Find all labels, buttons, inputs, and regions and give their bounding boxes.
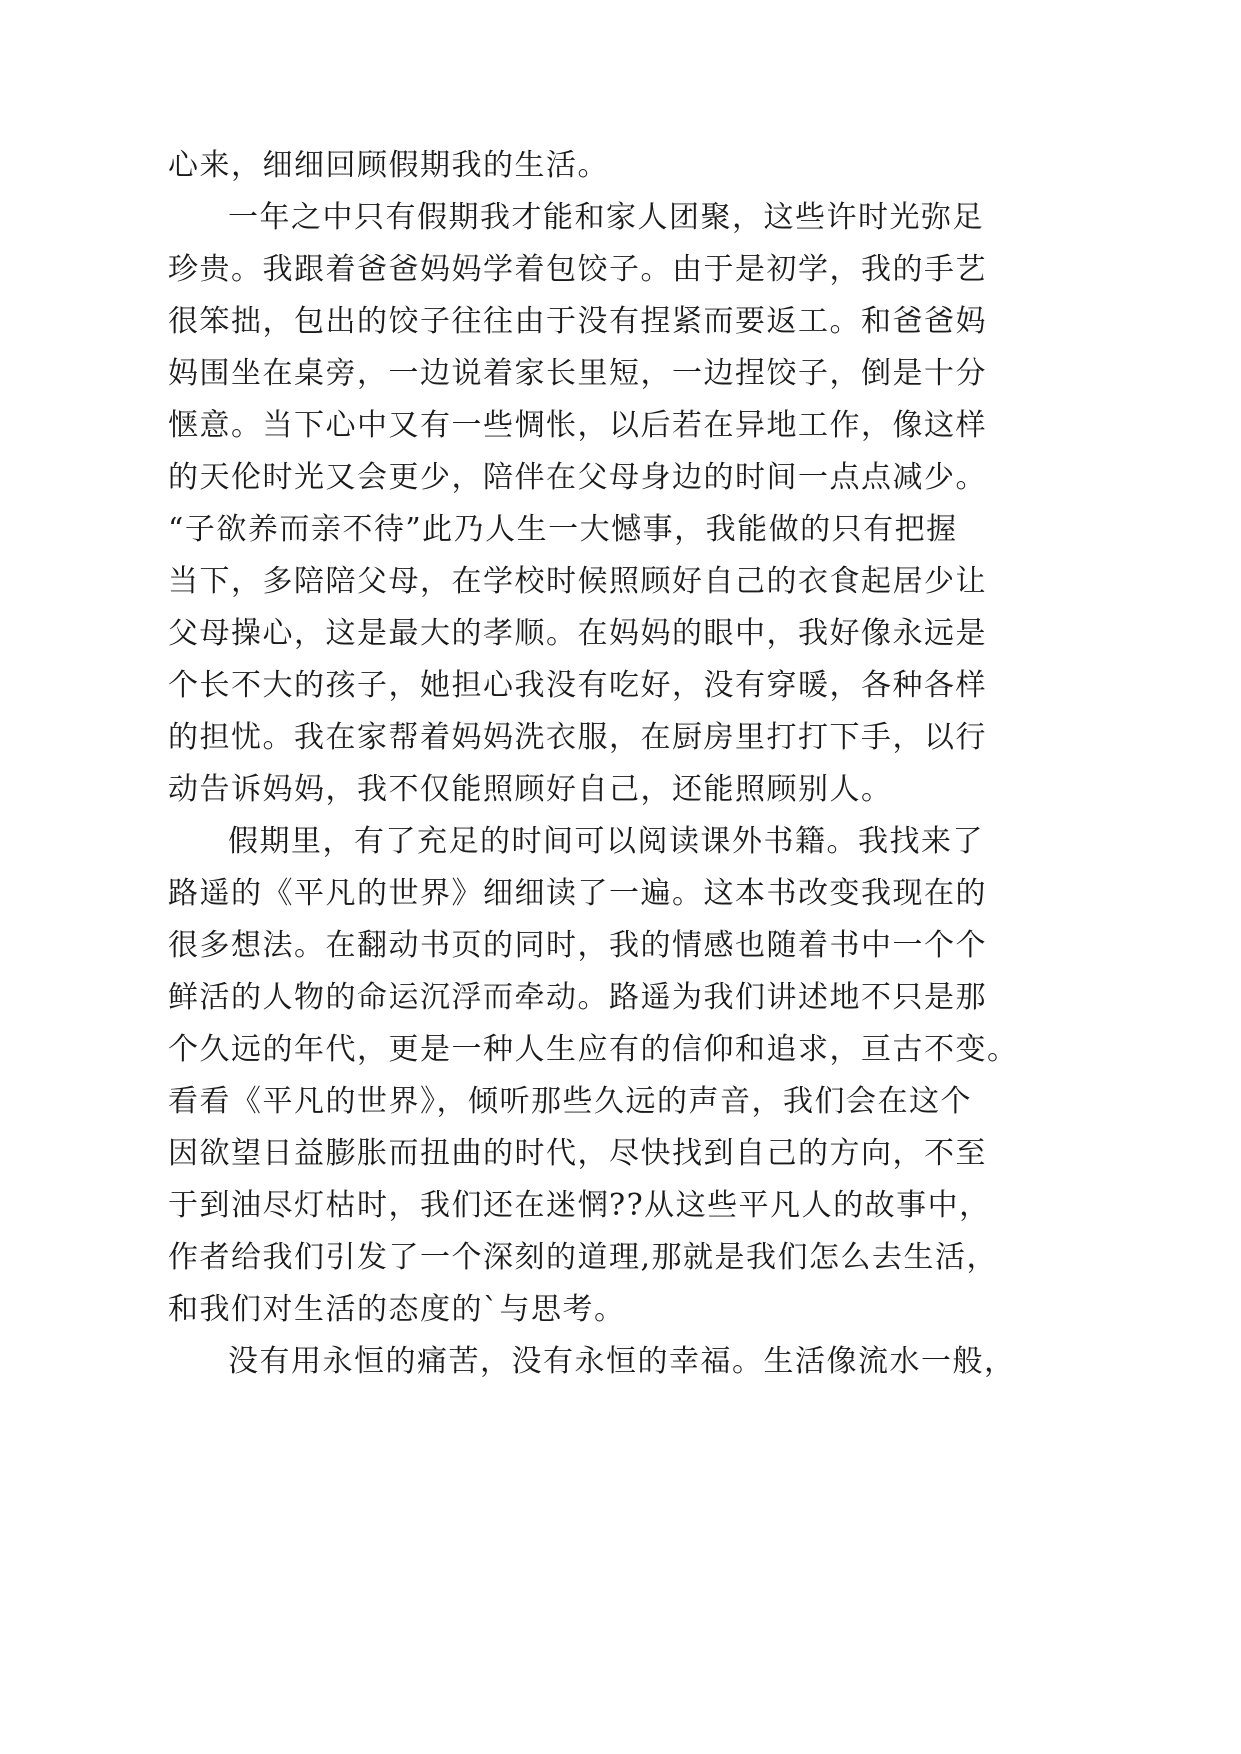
- text-line: 的担忧。我在家帮着妈妈洗衣服，在厨房里打打下手，以行: [168, 720, 987, 755]
- text-line: 鲜活的人物的命运沉浮而牵动。路遥为我们讲述地不只是那: [168, 980, 987, 1015]
- text-line: 假期里，有了充足的时间可以阅读课外书籍。我找来了: [228, 824, 984, 859]
- text-line: “子欲养而亲不待”此乃人生一大憾事，我能做的只有把握: [168, 512, 958, 547]
- text-line: 很多想法。在翻动书页的同时，我的情感也随着书中一个个: [168, 928, 987, 963]
- text-line: 很笨拙，包出的饺子往往由于没有捏紧而要返工。和爸爸妈: [168, 304, 987, 339]
- text-line: 一年之中只有假期我才能和家人团聚，这些许时光弥足: [228, 200, 984, 235]
- text-line: 动告诉妈妈，我不仅能照顾好自己，还能照顾别人。: [168, 772, 893, 807]
- text-line: 个长不大的孩子，她担心我没有吃好，没有穿暖，各种各样: [168, 668, 987, 703]
- text-line: 和我们对生活的态度的`与思考。: [168, 1292, 626, 1327]
- text-line: 于到油尽灯枯时，我们还在迷惘??从这些平凡人的故事中，: [168, 1188, 991, 1223]
- text-line: 惬意。当下心中又有一些惆怅，以后若在异地工作，像这样: [168, 408, 987, 443]
- text-line: 妈围坐在桌旁，一边说着家长里短，一边捏饺子，倒是十分: [168, 356, 987, 391]
- text-line: 因欲望日益膨胀而扭曲的时代，尽快找到自己的方向，不至: [168, 1136, 987, 1171]
- text-line: 没有用永恒的痛苦，没有永恒的幸福。生活像流水一般，: [228, 1344, 1016, 1379]
- body-text: [168, 140, 1019, 1388]
- text-line: 珍贵。我跟着爸爸妈妈学着包饺子。由于是初学，我的手艺: [168, 252, 987, 287]
- text-line: 看看《平凡的世界》，倾听那些久远的声音，我们会在这个: [168, 1084, 972, 1119]
- text-line: 当下，多陪陪父母，在学校时候照顾好自己的衣食起居少让: [168, 564, 987, 599]
- text-line: 个久远的年代，更是一种人生应有的信仰和追求，亘古不变。: [168, 1032, 1019, 1067]
- text-line: 路遥的《平凡的世界》细细读了一遍。这本书改变我现在的: [168, 876, 987, 911]
- text-line: 的天伦时光又会更少，陪伴在父母身边的时间一点点减少。: [168, 460, 987, 495]
- text-line: 心来，细细回顾假期我的生活。: [168, 148, 609, 183]
- text-line: 父母操心，这是最大的孝顺。在妈妈的眼中，我好像永远是: [168, 616, 987, 651]
- text-line: 作者给我们引发了一个深刻的道理,那就是我们怎么去生活，: [168, 1240, 999, 1275]
